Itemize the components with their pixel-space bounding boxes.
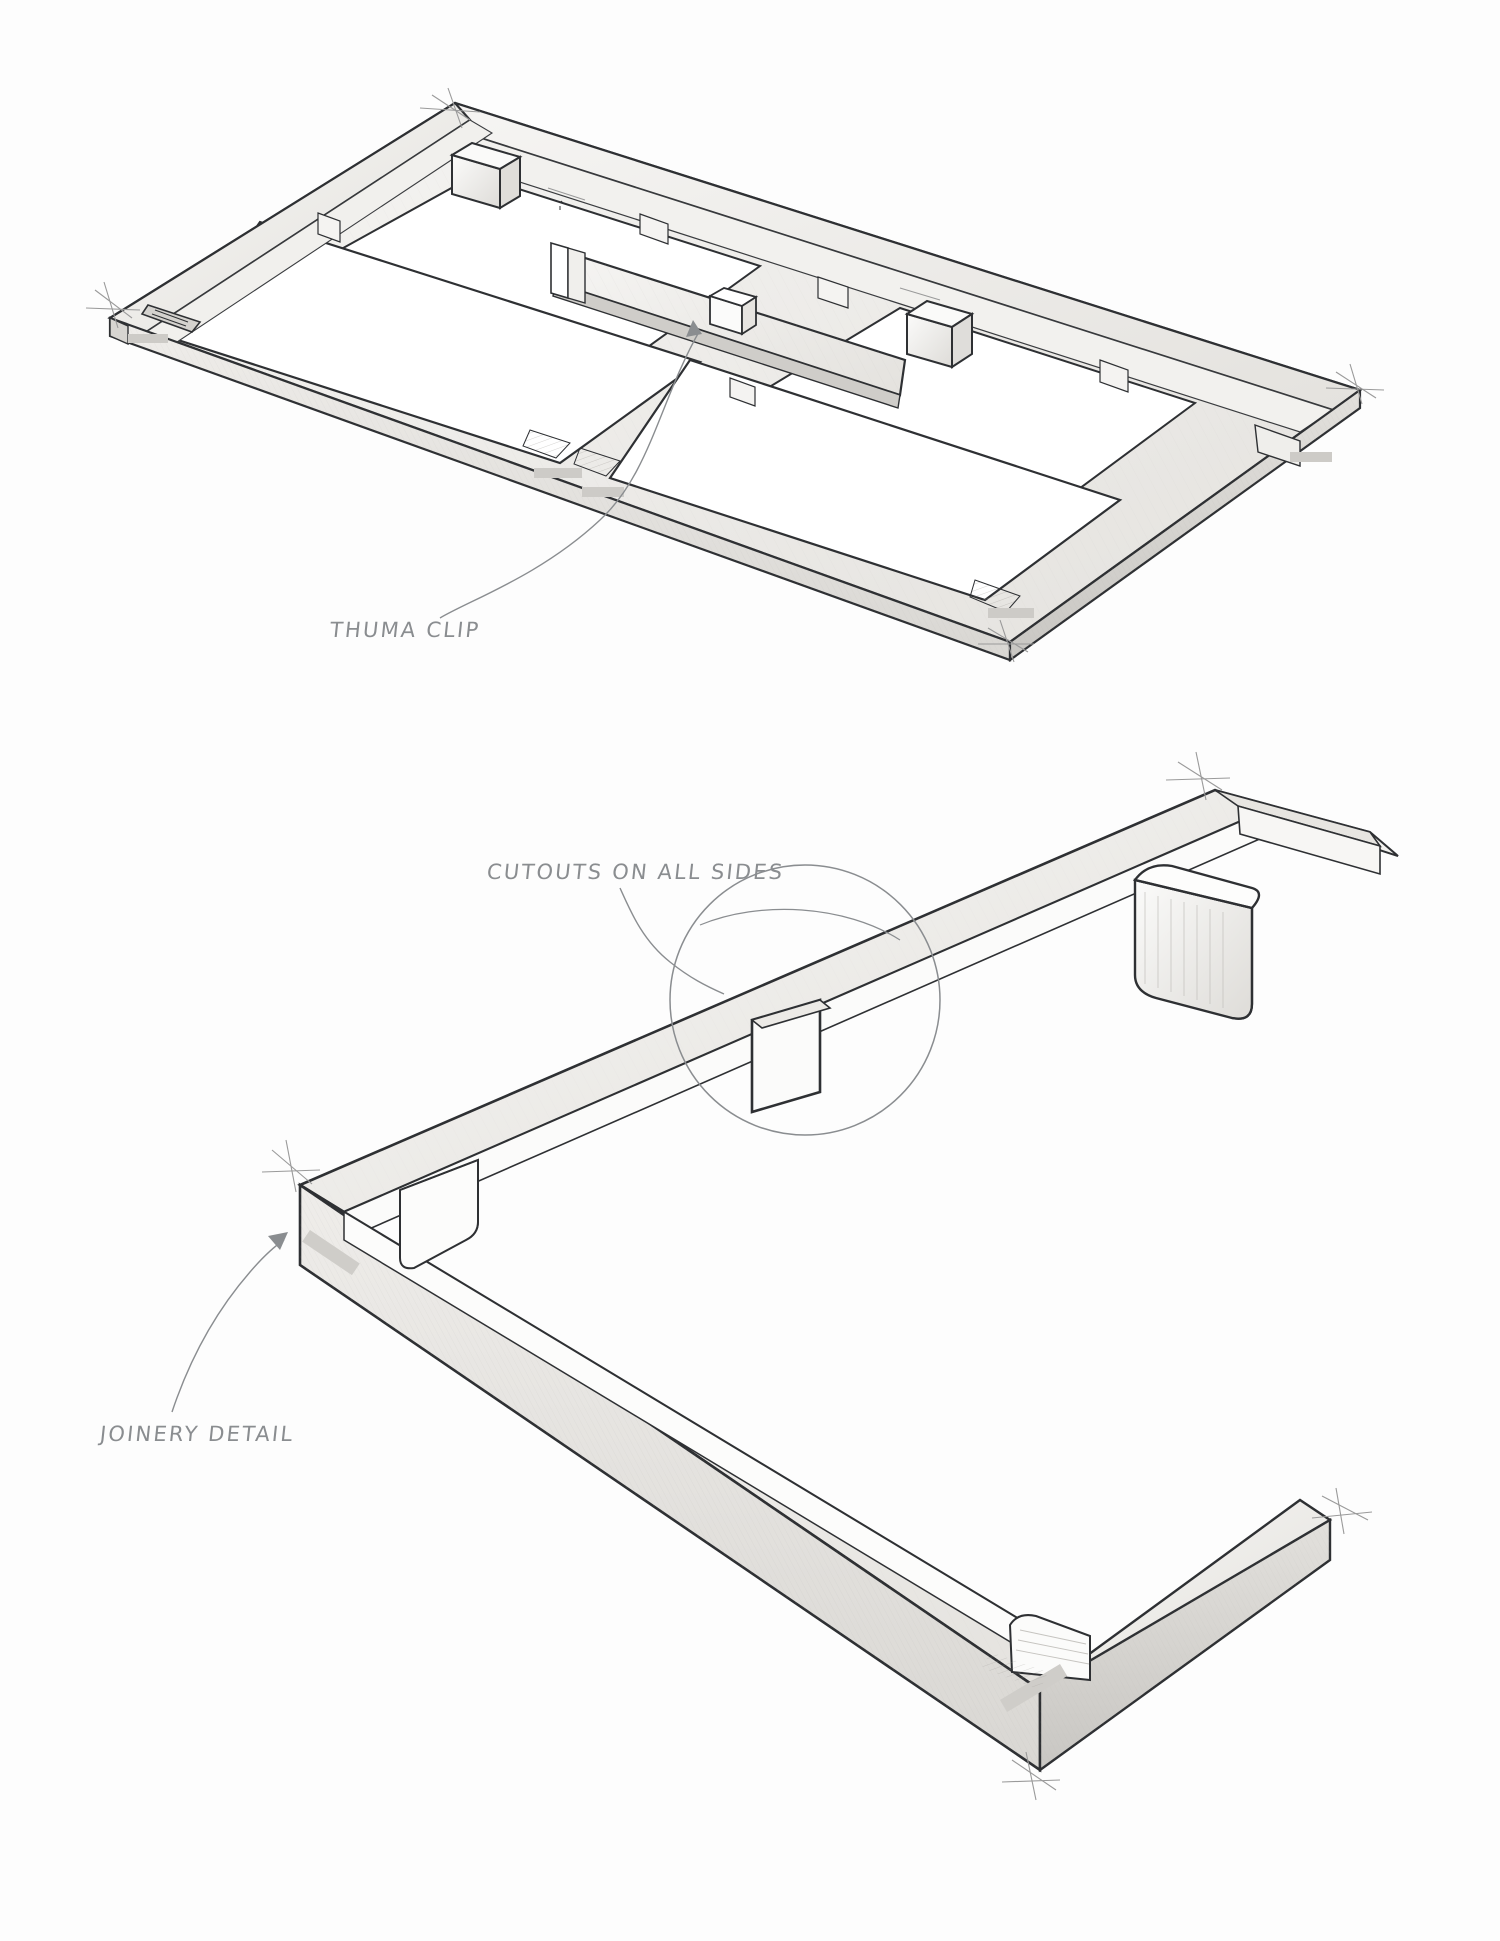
- joinery-leader: [172, 1232, 288, 1412]
- slat-cutout: [752, 1000, 830, 1112]
- annotation-joinery-detail: JOINERY DETAIL: [98, 1422, 296, 1446]
- view-joinery-detail: [172, 752, 1398, 1800]
- detail-front-rail: [300, 1185, 1110, 1770]
- detail-right-rail: [1215, 790, 1398, 874]
- view-full-frame: [86, 88, 1384, 662]
- annotation-cutouts-on-all-sides: CUTOUTS ON ALL SIDES: [485, 860, 786, 884]
- frame-joint-seam: [551, 243, 585, 303]
- detail-corner-block: [1135, 865, 1259, 1018]
- annotation-thuma-clip: THUMA CLIP: [328, 618, 482, 642]
- corner-block-center: [907, 301, 972, 367]
